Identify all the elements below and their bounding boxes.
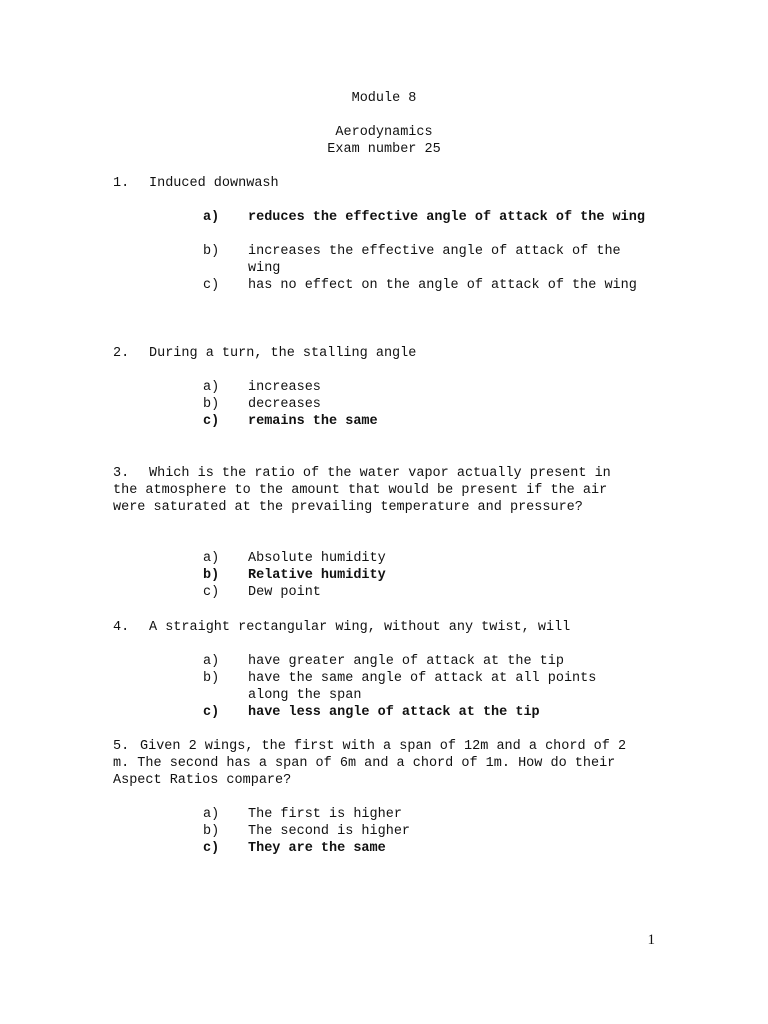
question-number: 1. xyxy=(113,176,130,191)
option-letter: a) xyxy=(203,551,220,566)
option-text: have the same angle of attack at all points along the span xyxy=(248,671,597,703)
module-title: Module 8 xyxy=(351,91,417,106)
option-letter: a) xyxy=(203,380,220,395)
option-letter: c) xyxy=(203,414,220,429)
option-text: Dew point xyxy=(248,585,321,600)
option-text-correct: have less angle of attack at the tip xyxy=(248,705,540,720)
option-text: increases xyxy=(248,380,321,395)
question-number: 2. xyxy=(113,346,130,361)
option-text: has no effect on the angle of attack of the wing xyxy=(248,278,637,293)
option-text: have greater angle of attack at the tip xyxy=(248,654,564,669)
option-text-correct: They are the same xyxy=(248,841,386,856)
option-text: The second is higher xyxy=(248,824,411,839)
subject-title: Aerodynamics xyxy=(335,125,433,140)
option-letter: b) xyxy=(203,568,220,583)
option-letter: b) xyxy=(203,671,220,686)
option-text: decreases xyxy=(248,397,321,412)
question-stem: Given 2 wings, the first with a span of 12m and a chord of 2 m. The second has a span of 6m and a chord of 1m. How do their Aspect Ratios compare? xyxy=(113,739,627,788)
page-number: 1 xyxy=(647,932,655,948)
question-number: 5. xyxy=(113,739,130,754)
question-number: 3. xyxy=(113,466,130,481)
option-letter: c) xyxy=(203,278,220,293)
option-letter: b) xyxy=(203,397,220,412)
question-stem: A straight rectangular wing, without any twist, will xyxy=(149,620,571,635)
option-letter: c) xyxy=(203,585,220,600)
option-text: Absolute humidity xyxy=(248,551,386,566)
option-text: The first is higher xyxy=(248,807,402,822)
option-letter: a) xyxy=(203,210,220,225)
option-text: increases the effective angle of attack of the wing xyxy=(248,244,621,276)
question-stem: During a turn, the stalling angle xyxy=(149,346,417,361)
exam-number: Exam number 25 xyxy=(327,142,441,157)
question-number: 4. xyxy=(113,620,130,635)
option-text-correct: Relative humidity xyxy=(248,568,386,583)
question-stem: Which is the ratio of the water vapor actually present in the atmosphere to the amount that would be present if the air were saturated at the prevailing temperature and pressure? xyxy=(113,466,611,515)
option-letter: a) xyxy=(203,654,220,669)
question-stem: Induced downwash xyxy=(149,176,279,191)
option-text-correct: remains the same xyxy=(248,414,378,429)
option-letter: a) xyxy=(203,807,220,822)
option-letter: c) xyxy=(203,705,220,720)
option-text-correct: reduces the effective angle of attack of the wing xyxy=(248,210,645,225)
option-letter: b) xyxy=(203,244,220,259)
option-letter: b) xyxy=(203,824,220,839)
option-letter: c) xyxy=(203,841,220,856)
